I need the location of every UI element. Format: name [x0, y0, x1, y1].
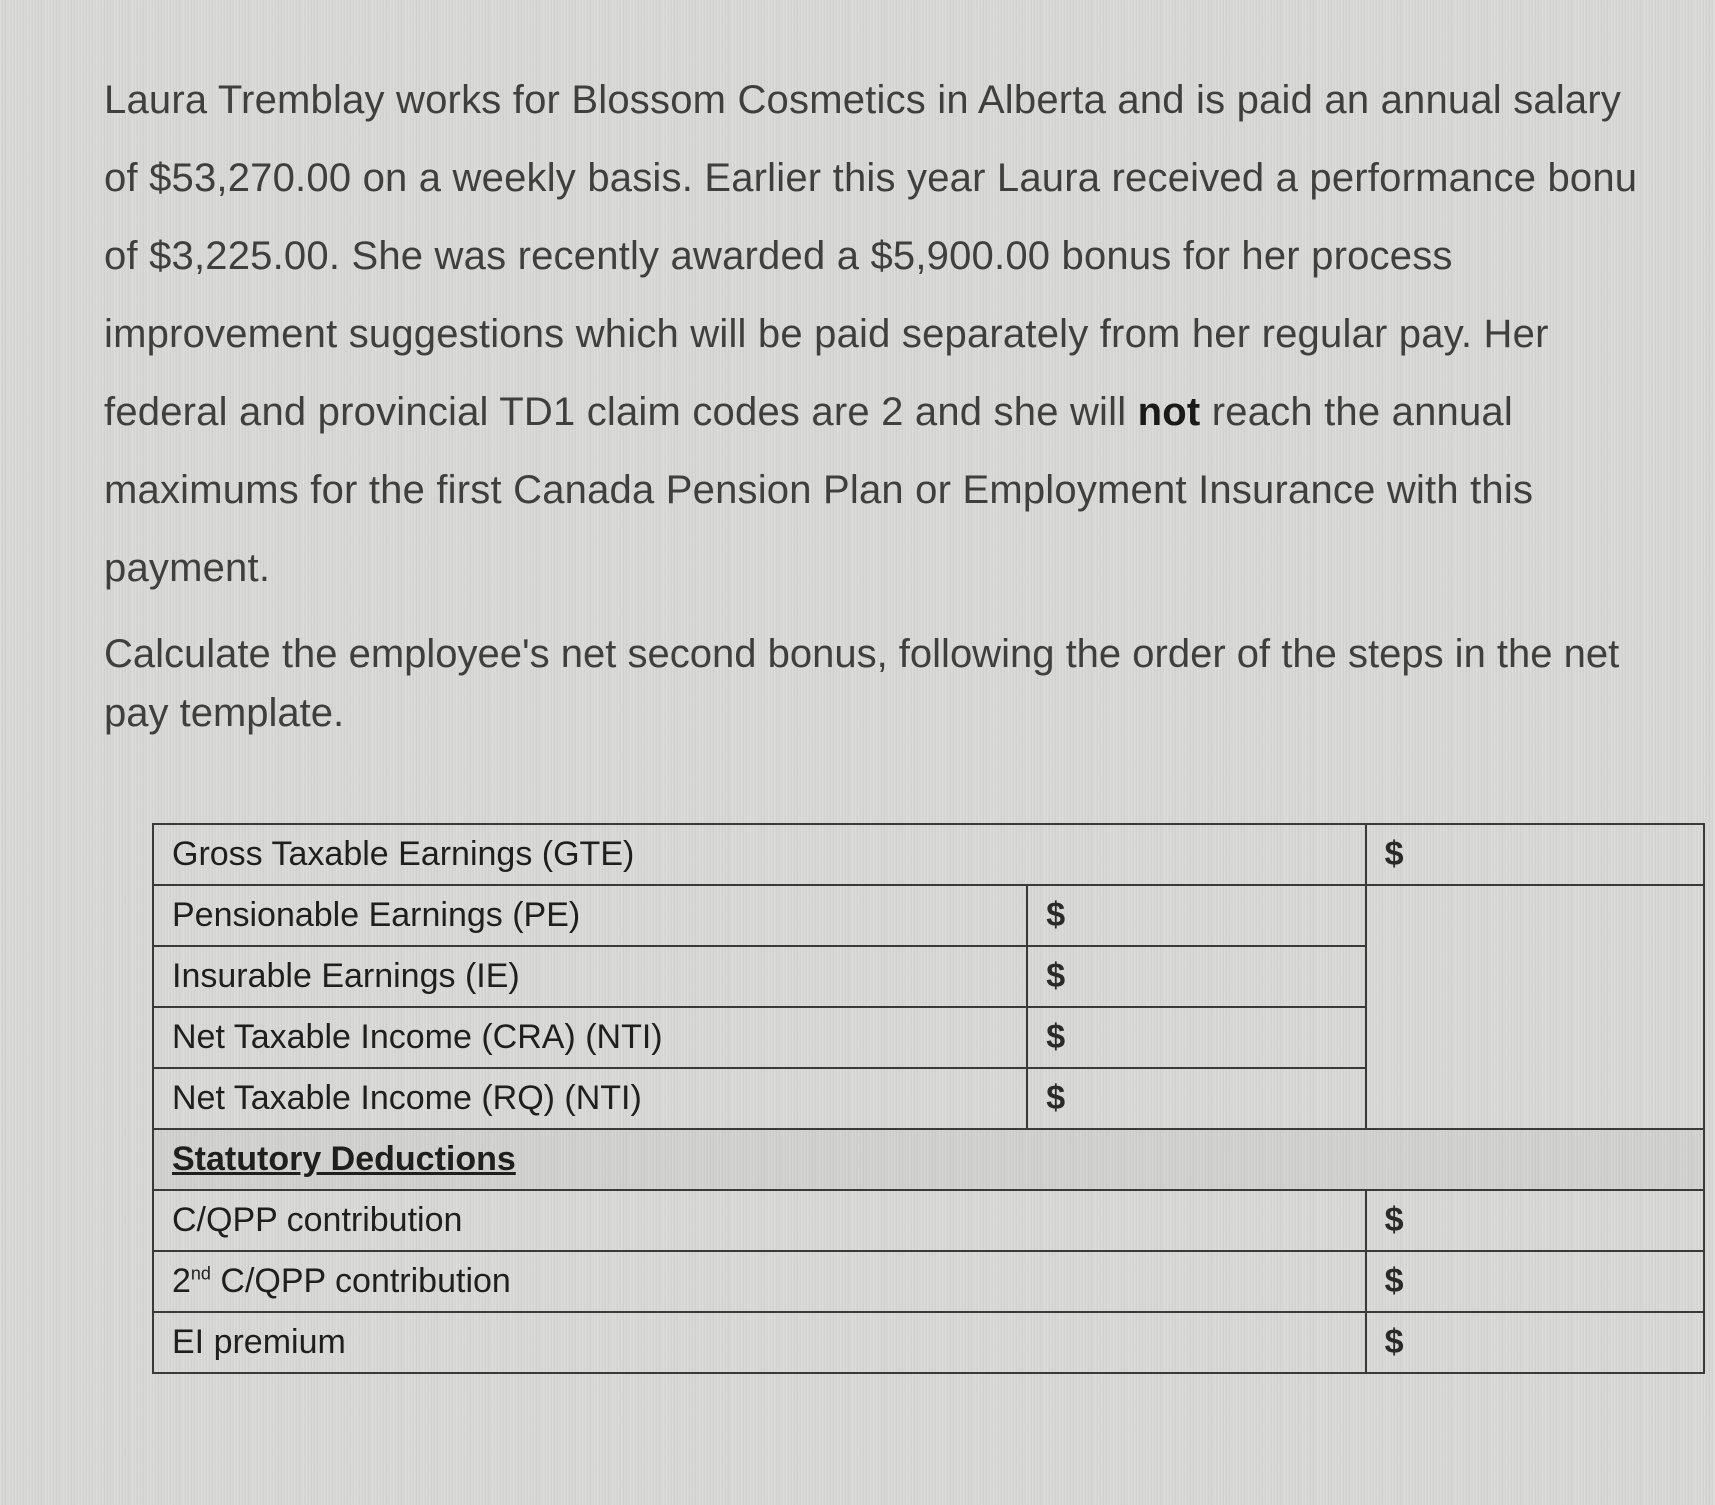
ei-amount-input[interactable]: $: [1366, 1312, 1704, 1373]
row-ei-premium: [153, 1312, 1704, 1373]
problem-line-7: payment.: [104, 546, 271, 590]
blank-right-column: [1366, 885, 1704, 1129]
row-pensionable-earnings: [153, 885, 1704, 946]
problem-line-5: [104, 382, 1715, 460]
problem-line-6: maximums for the first Canada Pension Plan or Employment Insurance with this: [104, 468, 1534, 512]
cqpp2-label: [153, 1251, 1366, 1312]
pe-amount-input[interactable]: $: [1027, 885, 1365, 946]
problem-line-3: of $3,225.00. She was recently awarded a $5,900.00 bonus for her process: [104, 234, 1453, 278]
nti-cra-label: Net Taxable Income (CRA) (NTI): [153, 1007, 1027, 1068]
cqpp2-label-text: C/QPP contribution: [210, 1262, 511, 1300]
problem-line-2: of $53,270.00 on a weekly basis. Earlier this year Laura received a performance bonu: [104, 156, 1638, 200]
nti-rq-amount-input[interactable]: $: [1027, 1068, 1365, 1129]
emphasis-not: not: [1137, 390, 1201, 434]
nti-cra-amount-input[interactable]: $: [1027, 1007, 1365, 1068]
gte-label: Gross Taxable Earnings (GTE): [153, 824, 1366, 885]
cqpp-label: C/QPP contribution: [153, 1190, 1366, 1251]
statutory-deductions-heading: Statutory Deductions: [153, 1129, 1704, 1190]
gte-amount-input[interactable]: $: [1366, 824, 1704, 885]
net-pay-template-table: [152, 823, 1705, 1374]
cqpp-amount-input[interactable]: $: [1366, 1190, 1704, 1251]
problem-line-5-end: reach the annual: [1200, 390, 1513, 434]
problem-line-1: Laura Tremblay works for Blossom Cosmetics in Alberta and is paid an annual salary: [104, 78, 1622, 122]
instruction: [104, 626, 1715, 744]
cqpp2-ordinal-suffix: nd: [190, 1263, 211, 1284]
row-statutory-deductions-header: [153, 1129, 1704, 1190]
nti-rq-label: Net Taxable Income (RQ) (NTI): [153, 1068, 1027, 1129]
row-second-cqpp-contribution: [153, 1251, 1704, 1312]
ie-label: Insurable Earnings (IE): [153, 946, 1027, 1007]
cqpp2-amount-input[interactable]: $: [1366, 1251, 1704, 1312]
ei-label: EI premium: [153, 1312, 1366, 1373]
problem-statement: [104, 70, 1715, 616]
problem-line-4: improvement suggestions which will be paid separately from her regular pay. Her: [104, 312, 1549, 356]
row-cqpp-contribution: [153, 1190, 1704, 1251]
instruction-line-1: Calculate the employee's net second bonus, following the order of the steps in the net: [104, 632, 1620, 676]
row-gross-taxable-earnings: [153, 824, 1704, 885]
pe-label: Pensionable Earnings (PE): [153, 885, 1027, 946]
ie-amount-input[interactable]: $: [1027, 946, 1365, 1007]
instruction-line-2: pay template.: [104, 691, 345, 735]
problem-line-5-start: federal and provincial TD1 claim codes are 2 and she will: [104, 390, 1138, 434]
cqpp2-ordinal-number: 2: [172, 1262, 191, 1300]
